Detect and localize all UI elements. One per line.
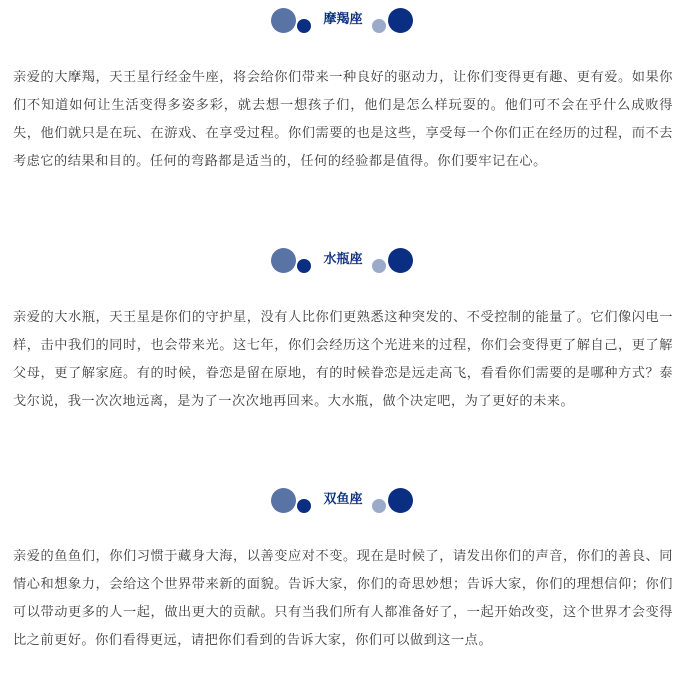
section-title: 水瓶座 bbox=[323, 252, 363, 267]
section-aquarius bbox=[0, 246, 684, 409]
section-pisces bbox=[0, 486, 684, 648]
section-title: 摩羯座 bbox=[323, 12, 363, 27]
decor-circle-icon bbox=[372, 259, 386, 273]
decor-circle-icon bbox=[297, 499, 311, 513]
decor-circle-icon bbox=[271, 488, 296, 513]
decor-circle-icon bbox=[388, 488, 413, 513]
section-body: 亲爱的大水瓶，天王星是你们的守护星，没有人比你们更熟悉这种突发的、不受控制的能量了。它们像闪电一样，击中我们的同时，也会带来光。这七年，你们会经历这个光进来的过程，你们会变得更了解自己，更了解父母，更了解家庭。有的时候，眷恋是留在原地，有的时候眷恋是远走高飞，看看你们需要的是哪种方式？泰戈尔说，我一次次地远离，是为了一次次地再回来。大水瓶，做个决定吧，为了更好的未来。 bbox=[13, 310, 673, 409]
decor-circle-icon bbox=[372, 499, 386, 513]
decor-circle-icon bbox=[297, 19, 311, 33]
decor-circle-icon bbox=[297, 259, 311, 273]
decor-circle-icon bbox=[271, 8, 296, 33]
section-body: 亲爱的大摩羯，天王星行经金牛座，将会给你们带来一种良好的驱动力，让你们变得更有趣、更有爱。如果你们不知道如何让生活变得多姿多彩，就去想一想孩子们，他们是怎么样玩耍的。他们可不会在乎什么成败得失，他们就只是在玩、在游戏、在享受过程。你们需要的也是这些，享受每一个你们正在经历的过程，而不去考虑它的结果和目的。任何的弯路都是适当的，任何的经验都是值得。你们要牢记在心。 bbox=[13, 70, 673, 169]
decor-circle-icon bbox=[271, 248, 296, 273]
section-title: 双鱼座 bbox=[323, 492, 363, 507]
section-capricorn bbox=[0, 6, 684, 169]
decor-circle-icon bbox=[372, 19, 386, 33]
section-header bbox=[0, 6, 684, 36]
section-header bbox=[0, 246, 684, 276]
decor-circle-icon bbox=[388, 248, 413, 273]
decor-circle-icon bbox=[388, 8, 413, 33]
section-header bbox=[0, 486, 684, 516]
section-body: 亲爱的鱼鱼们，你们习惯于藏身大海，以善变应对不变。现在是时候了，请发出你们的声音，你们的善良、同情心和想象力，会给这个世界带来新的面貌。告诉大家，你们的奇思妙想；告诉大家，你们的理想信仰；你们可以带动更多的人一起，做出更大的贡献。只有当我们所有人都准备好了，一起开始改变，这个世界才会变得比之前更好。你们看得更远，请把你们看到的告诉大家，你们可以做到这一点。 bbox=[13, 549, 673, 648]
